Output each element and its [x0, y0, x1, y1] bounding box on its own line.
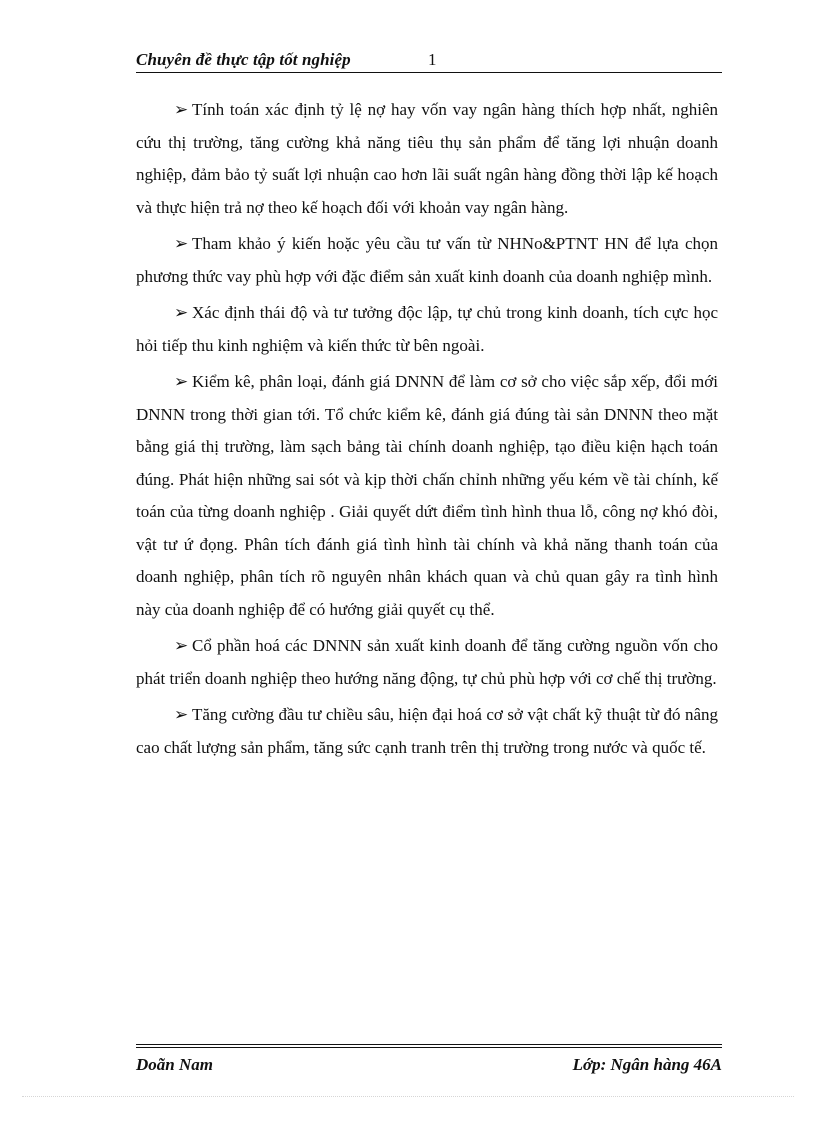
paragraph-text: Kiểm kê, phân loại, đánh giá DNNN để làm cơ sở cho việc sắp xếp, đổi mới DNNN trong thời gian tới. Tổ chức kiểm kê, đánh giá đúng tài sản DNNN theo mặt bằng giá thị trường, làm sạch bảng tài chính doanh nghiệp, tạo điều kiện hạch toán đúng. Phát hiện những sai sót và kịp thời chấn chỉnh những yếu kém về tài chính, kế toán của từng doanh nghiệp . Giải quyết dứt điểm tình hình thua lỗ, công nợ khó đòi, vật tư ứ đọng. Phân tích đánh giá tình hình tài chính và khả năng thanh toán của doanh nghiệp, phân tích rõ nguyên nhân khách quan và chủ quan gây ra tình hình này của doanh nghiệp để có hướng giải quyết cụ thể.	[136, 372, 718, 619]
arrow-bullet-icon: ➢	[174, 705, 189, 724]
paragraph-text: Tăng cường đầu tư chiều sâu, hiện đại hoá cơ sở vật chất kỹ thuật từ đó nâng cao chất lượng sản phẩm, tăng sức cạnh tranh trên thị trường trong nước và quốc tế.	[136, 705, 718, 757]
header-divider	[136, 72, 722, 73]
paragraph-text: Xác định thái độ và tư tưởng độc lập, tự chủ trong kinh doanh, tích cực học hỏi tiếp thu kinh nghiệm và kiến thức từ bên ngoài.	[136, 303, 718, 355]
footer-divider	[136, 1047, 722, 1048]
document-title: Chuyên đề thực tập tốt nghiệp	[136, 50, 351, 69]
page-edge-guide	[22, 1096, 794, 1097]
paragraph-text: Tham khảo ý kiến hoặc yêu cầu tư vấn từ NHNo&PTNT HN để lựa chọn phương thức vay phù hợp với đặc điểm sản xuất kinh doanh của doanh nghiệp mình.	[136, 234, 718, 286]
arrow-bullet-icon: ➢	[174, 303, 189, 322]
page-number: 1	[428, 50, 437, 69]
paragraph	[136, 699, 718, 764]
paragraph	[136, 630, 718, 695]
arrow-bullet-icon: ➢	[174, 234, 189, 253]
arrow-bullet-icon: ➢	[174, 372, 189, 391]
paragraph	[136, 297, 718, 362]
body-text	[136, 94, 718, 768]
paragraph-text: Tính toán xác định tỷ lệ nợ hay vốn vay ngân hàng thích hợp nhất, nghiên cứu thị trường, tăng cường khả năng tiêu thụ sản phẩm để tăng lợi nhuận doanh nghiệp, đảm bảo tỷ suất lợi nhuận cao hơn lãi suất ngân hàng đồng thời lập kế hoạch và thực hiện trả nợ theo kế hoạch đối với khoản vay ngân hàng.	[136, 100, 718, 217]
page-footer	[136, 1044, 722, 1078]
arrow-bullet-icon: ➢	[174, 100, 189, 119]
footer-divider	[136, 1044, 722, 1045]
paragraph	[136, 366, 718, 626]
page-header	[136, 48, 722, 74]
paragraph	[136, 94, 718, 224]
paragraph-text: Cổ phần hoá các DNNN sản xuất kinh doanh để tăng cường nguồn vốn cho phát triển doanh nghiệp theo hướng năng động, tự chủ phù hợp với cơ chế thị trường.	[136, 636, 718, 688]
paragraph	[136, 228, 718, 293]
class-label: Lớp: Ngân hàng 46A	[572, 1055, 722, 1074]
author-name: Doãn Nam	[136, 1055, 213, 1074]
arrow-bullet-icon: ➢	[174, 636, 189, 655]
